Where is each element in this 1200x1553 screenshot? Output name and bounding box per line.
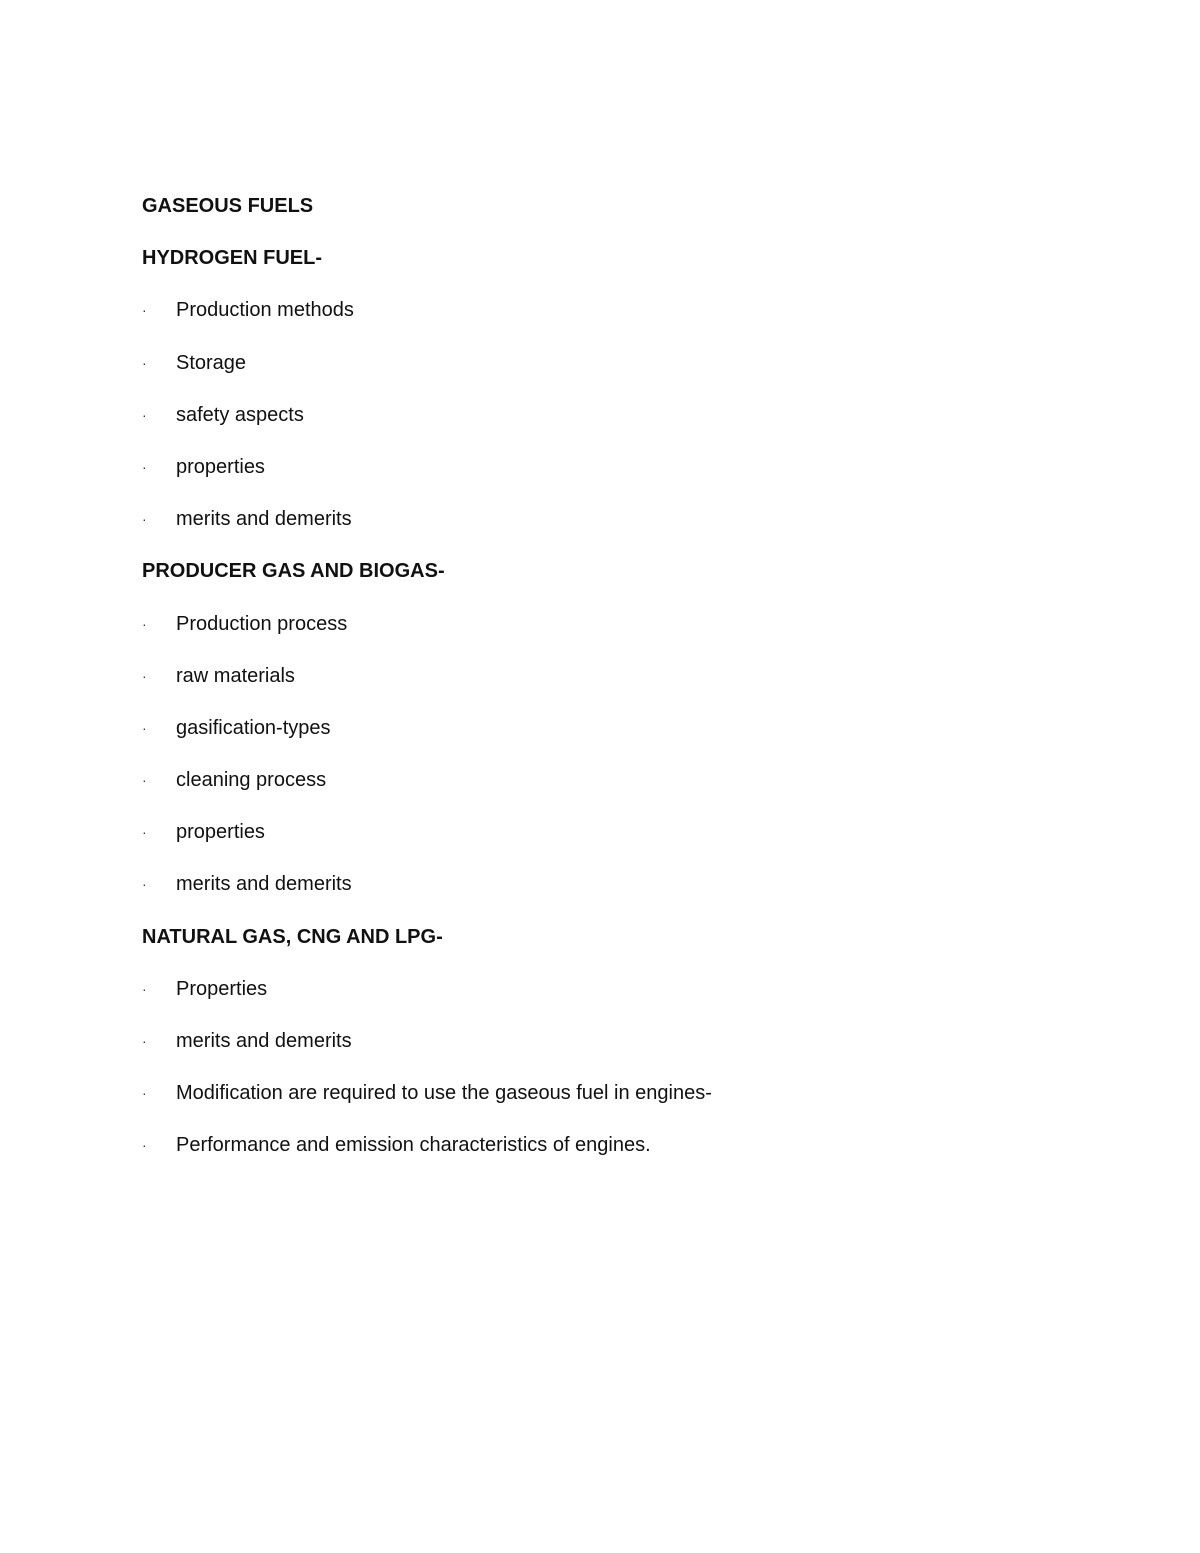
bullet-icon: · <box>142 1085 147 1102</box>
list-item <box>142 714 1102 766</box>
list-item <box>142 505 1102 557</box>
bullet-icon: · <box>142 511 147 528</box>
bullet-icon: · <box>142 772 147 789</box>
list-item-text: raw materials <box>176 664 295 687</box>
list-item <box>142 662 1102 714</box>
section-heading: HYDROGEN FUEL- <box>142 247 322 270</box>
section-heading: NATURAL GAS, CNG AND LPG- <box>142 925 443 948</box>
list-item-text: merits and demerits <box>176 873 352 896</box>
bullet-icon: · <box>142 876 147 893</box>
list-item-text: properties <box>176 821 265 844</box>
list-item <box>142 610 1102 662</box>
list-item-text: Production methods <box>176 299 354 322</box>
list-item <box>142 401 1102 453</box>
bullet-icon: · <box>142 719 147 736</box>
bullet-icon: · <box>142 824 147 841</box>
list-item-text: properties <box>176 455 265 478</box>
section-heading: PRODUCER GAS AND BIOGAS- <box>142 560 445 583</box>
bullet-icon: · <box>142 1137 147 1154</box>
list-item <box>142 1079 1102 1131</box>
bullet-icon: · <box>142 1033 147 1049</box>
document-title: GASEOUS FUELS <box>142 195 314 217</box>
list-item-text: merits and demerits <box>176 1030 352 1052</box>
bullet-icon: · <box>142 302 147 319</box>
list-item <box>142 1131 1102 1183</box>
bullet-icon: · <box>142 667 147 684</box>
list-item-text: safety aspects <box>176 403 304 426</box>
list-item-text: Performance and emission characteristics of engines. <box>176 1134 651 1157</box>
list-item-text: Properties <box>176 977 268 1000</box>
list-item <box>142 975 1102 1027</box>
list-item <box>142 1027 1102 1079</box>
list-item <box>142 818 1102 870</box>
list-item <box>142 453 1102 505</box>
list-item <box>142 349 1102 401</box>
list-item <box>142 296 1102 348</box>
document-content <box>142 192 1102 1184</box>
bullet-icon: · <box>142 458 147 475</box>
bullet-icon: · <box>142 980 147 997</box>
list-item <box>142 766 1102 818</box>
bullet-icon: · <box>142 406 147 423</box>
list-item-text: merits and demerits <box>176 508 352 531</box>
list-item <box>142 870 1102 922</box>
list-item-text: cleaning process <box>176 769 327 792</box>
bullet-icon: · <box>142 354 147 371</box>
list-item-text: Modification are required to use the gaseous fuel in engines- <box>176 1082 712 1105</box>
bullet-icon: · <box>142 615 147 632</box>
list-item-text: gasification-types <box>176 716 331 739</box>
list-item-text: Storage <box>176 351 247 374</box>
list-item-text: Production process <box>176 612 348 635</box>
